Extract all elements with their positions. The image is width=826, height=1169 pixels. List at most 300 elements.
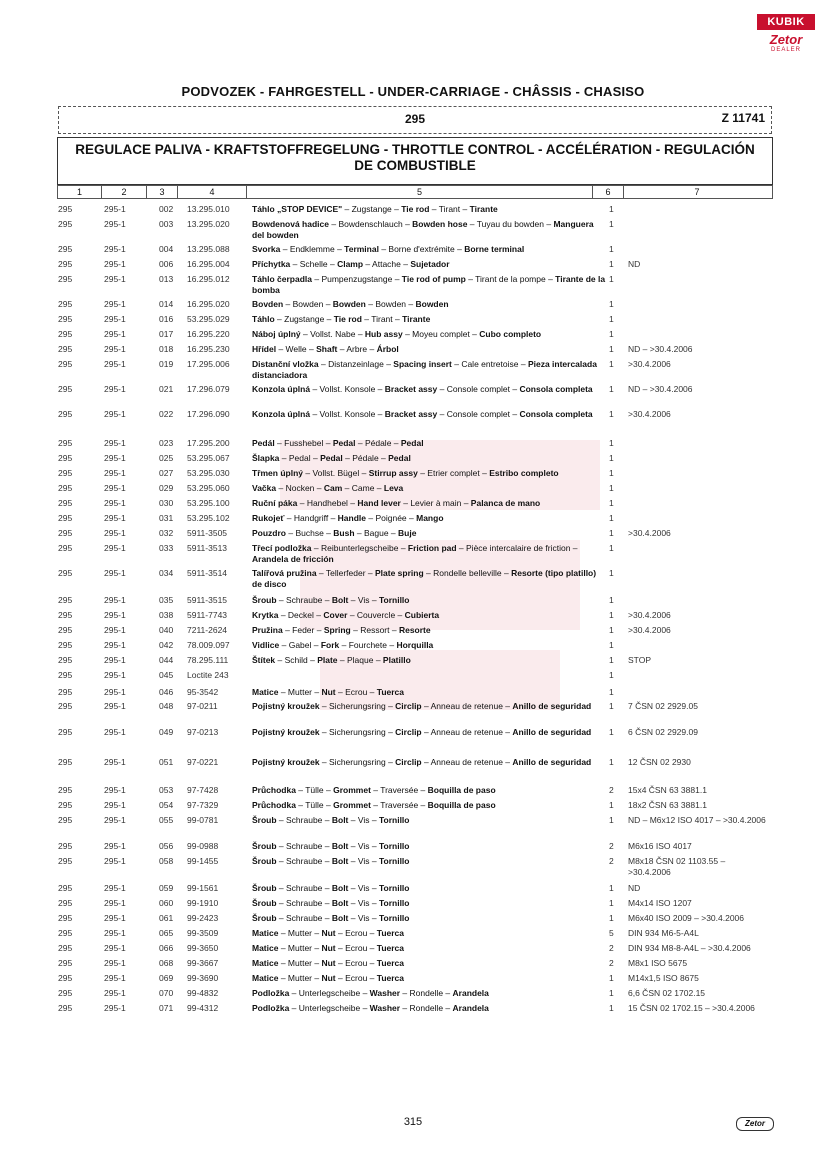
row-part-number: 53.295.067 xyxy=(187,453,230,463)
row-position: 013 xyxy=(159,274,174,284)
row-group: 295 xyxy=(58,958,73,968)
row-description: Matice – Mutter – Nut – Ecrou – Tuerca xyxy=(252,958,405,968)
row-position: 004 xyxy=(159,244,174,254)
row-remark: M4x14 ISO 1207 xyxy=(628,898,692,908)
row-part-number: 99-0781 xyxy=(187,815,219,825)
row-quantity: 1 xyxy=(609,244,614,254)
row-part-number: 16.295.220 xyxy=(187,329,230,339)
row-description: Náboj úplný – Vollst. Nabe – Hub assy – Moyeu complet – Cubo completo xyxy=(252,329,542,339)
row-position: 071 xyxy=(159,1003,174,1013)
row-quantity: 2 xyxy=(609,856,614,866)
row-quantity: 1 xyxy=(609,595,614,605)
row-quantity: 2 xyxy=(609,943,614,953)
column-header: 2 xyxy=(102,186,147,198)
row-subgroup: 295-1 xyxy=(104,727,126,737)
row-subgroup: 295-1 xyxy=(104,359,126,369)
row-description: Rukojeť – Handgriff – Handle – Poignée – Mango xyxy=(252,513,444,523)
column-header: 7 xyxy=(694,187,700,197)
row-part-number: 99-3509 xyxy=(187,928,219,938)
row-quantity: 1 xyxy=(609,610,614,620)
row-description: Bovden – Bowden – Bowden – Bowden – Bowden xyxy=(252,299,449,309)
row-remark: ND – >30.4.2006 xyxy=(628,384,693,394)
row-position: 068 xyxy=(159,958,174,968)
row-group: 295 xyxy=(58,687,73,697)
table-row xyxy=(58,498,770,513)
row-group: 295 xyxy=(58,438,73,448)
row-position: 044 xyxy=(159,655,174,665)
row-subgroup: 295-1 xyxy=(104,928,126,938)
row-position: 014 xyxy=(159,299,174,309)
row-group: 295 xyxy=(58,384,73,394)
row-remark: 18x2 ČSN 63 3881.1 xyxy=(628,800,707,810)
table-row xyxy=(58,640,770,655)
row-part-number: 95-3542 xyxy=(187,687,219,697)
parts-table xyxy=(58,204,770,1018)
row-group: 295 xyxy=(58,841,73,851)
row-group: 295 xyxy=(58,219,73,229)
row-quantity: 1 xyxy=(609,359,614,369)
row-description: Příchytka – Schelle – Clamp – Attache – Sujetador xyxy=(252,259,450,269)
table-row xyxy=(58,928,770,943)
row-part-number: 99-3667 xyxy=(187,958,219,968)
row-subgroup: 295-1 xyxy=(104,438,126,448)
row-group: 295 xyxy=(58,595,73,605)
row-part-number: 5911-3514 xyxy=(187,568,228,578)
row-quantity: 1 xyxy=(609,329,614,339)
row-description: Hřídel – Welle – Shaft – Arbre – Árbol xyxy=(252,344,399,354)
table-row xyxy=(58,898,770,913)
row-remark: >30.4.2006 xyxy=(628,409,671,419)
row-group: 295 xyxy=(58,528,73,538)
row-position: 070 xyxy=(159,988,174,998)
row-subgroup: 295-1 xyxy=(104,655,126,665)
row-subgroup: 295-1 xyxy=(104,610,126,620)
row-remark: ND – >30.4.2006 xyxy=(628,344,693,354)
row-position: 045 xyxy=(159,670,174,680)
table-row xyxy=(58,438,770,453)
row-description: Šroub – Schraube – Bolt – Vis – Tornillo xyxy=(252,883,410,893)
row-subgroup: 295-1 xyxy=(104,259,126,269)
row-part-number: 17.295.006 xyxy=(187,359,230,369)
row-part-number: 16.295.012 xyxy=(187,274,230,284)
row-remark: >30.4.2006 xyxy=(628,359,671,369)
row-group: 295 xyxy=(58,640,73,650)
row-position: 054 xyxy=(159,800,174,810)
column-header: 5 xyxy=(247,186,593,198)
table-row xyxy=(58,568,770,595)
column-header: 6 xyxy=(593,186,624,198)
row-remark: ND xyxy=(628,259,641,269)
row-subgroup: 295-1 xyxy=(104,883,126,893)
row-group: 295 xyxy=(58,757,73,767)
row-remark: DIN 934 M6-5-A4L xyxy=(628,928,699,938)
row-group: 295 xyxy=(58,856,73,866)
table-row xyxy=(58,219,770,244)
row-position: 046 xyxy=(159,687,174,697)
row-description: Šlapka – Pedal – Pedal – Pédale – Pedal xyxy=(252,453,411,463)
row-quantity: 1 xyxy=(609,384,614,394)
row-part-number: Loctite 243 xyxy=(187,670,229,680)
row-quantity: 1 xyxy=(609,528,614,538)
row-description: Šroub – Schraube – Bolt – Vis – Tornillo xyxy=(252,856,410,866)
column-header: 1 xyxy=(58,186,102,198)
row-part-number: 5911-7743 xyxy=(187,610,228,620)
row-description: Distanční vložka – Distanzeinlage – Spacing insert – Cale entretoise – Pieza intercalada distanciadora xyxy=(252,359,597,380)
section-header xyxy=(57,137,773,185)
table-row xyxy=(58,329,770,344)
row-remark: 7 ČSN 02 2929.05 xyxy=(628,701,698,711)
row-subgroup: 295-1 xyxy=(104,687,126,697)
row-description: Pojistný kroužek – Sicherungsring – Circlip – Anneau de retenue – Anillo de seguridad xyxy=(252,701,592,711)
row-group: 295 xyxy=(58,800,73,810)
row-subgroup: 295-1 xyxy=(104,409,126,419)
row-part-number: 97-7329 xyxy=(187,800,219,810)
row-remark: 6,6 ČSN 02 1702.15 xyxy=(628,988,706,998)
row-group: 295 xyxy=(58,329,73,339)
row-quantity: 1 xyxy=(609,670,614,680)
row-part-number: 17.296.079 xyxy=(187,384,230,394)
page-title: PODVOZEK - FAHRGESTELL - UNDER-CARRIAGE - CHÂSSIS - CHASISO xyxy=(181,84,645,99)
row-description: Průchodka – Tülle – Grommet – Traversée – Boquilla de paso xyxy=(252,800,496,810)
table-row xyxy=(58,595,770,610)
row-remark: DIN 934 M8-8-A4L – >30.4.2006 xyxy=(628,943,751,953)
zetor-footer-logo: Zetor xyxy=(736,1117,774,1131)
table-row xyxy=(58,528,770,543)
row-group: 295 xyxy=(58,943,73,953)
row-group: 295 xyxy=(58,727,73,737)
row-group: 295 xyxy=(58,204,73,214)
row-subgroup: 295-1 xyxy=(104,757,126,767)
row-subgroup: 295-1 xyxy=(104,785,126,795)
table-row xyxy=(58,513,770,528)
row-group: 295 xyxy=(58,274,73,284)
row-part-number: 99-4832 xyxy=(187,988,219,998)
row-remark: 6 ČSN 02 2929.09 xyxy=(628,727,698,737)
row-quantity: 1 xyxy=(609,438,614,448)
row-part-number: 97-7428 xyxy=(187,785,219,795)
row-part-number: 78.009.097 xyxy=(187,640,230,650)
table-row xyxy=(58,701,770,727)
row-description: Pružina – Feder – Spring – Ressort – Resorte xyxy=(252,625,431,635)
section-title-line1: REGULACE PALIVA - KRAFTSTOFFREGELUNG - THROTTLE CONTROL - ACCÉLÉRATION - REGULACIÓN xyxy=(75,142,755,157)
row-group: 295 xyxy=(58,359,73,369)
column-header: 3 xyxy=(147,186,178,198)
row-subgroup: 295-1 xyxy=(104,800,126,810)
row-subgroup: 295-1 xyxy=(104,468,126,478)
row-quantity: 2 xyxy=(609,958,614,968)
row-position: 016 xyxy=(159,314,174,324)
row-part-number: 99-2423 xyxy=(187,913,219,923)
row-description: Krytka – Deckel – Cover – Couvercle – Cubierta xyxy=(252,610,440,620)
row-part-number: 78.295.111 xyxy=(187,655,229,665)
row-description: Pojistný kroužek – Sicherungsring – Circlip – Anneau de retenue – Anillo de seguridad xyxy=(252,757,592,767)
row-position: 022 xyxy=(159,409,174,419)
table-row xyxy=(58,409,770,438)
row-quantity: 1 xyxy=(609,344,614,354)
row-part-number: 97-0211 xyxy=(187,701,218,711)
table-row xyxy=(58,800,770,815)
table-row xyxy=(58,468,770,483)
table-row xyxy=(58,314,770,329)
row-description: Průchodka – Tülle – Grommet – Traversée – Boquilla de paso xyxy=(252,785,496,795)
row-position: 029 xyxy=(159,483,174,493)
row-part-number: 53.295.060 xyxy=(187,483,230,493)
row-subgroup: 295-1 xyxy=(104,815,126,825)
row-group: 295 xyxy=(58,610,73,620)
row-subgroup: 295-1 xyxy=(104,204,126,214)
row-position: 025 xyxy=(159,453,174,463)
row-description: Táhlo čerpadla – Pumpenzugstange – Tie rod of pump – Tirant de la pompe – Tirante de la bomba xyxy=(252,274,606,295)
row-quantity: 1 xyxy=(609,701,614,711)
row-quantity: 1 xyxy=(609,568,614,578)
row-subgroup: 295-1 xyxy=(104,344,126,354)
row-description: Podložka – Unterlegscheibe – Washer – Rondelle – Arandela xyxy=(252,1003,489,1013)
row-description: Vačka – Nocken – Cam – Came – Leva xyxy=(252,483,404,493)
row-description: Pojistný kroužek – Sicherungsring – Circlip – Anneau de retenue – Anillo de seguridad xyxy=(252,727,592,737)
row-description: Pedál – Fusshebel – Pedal – Pédale – Pedal xyxy=(252,438,424,448)
row-quantity: 2 xyxy=(609,841,614,851)
row-subgroup: 295-1 xyxy=(104,568,126,578)
table-row xyxy=(58,274,770,299)
row-quantity: 1 xyxy=(609,483,614,493)
row-position: 051 xyxy=(159,757,174,767)
row-description: Konzola úplná – Vollst. Konsole – Bracket assy – Console complet – Consola completa xyxy=(252,384,593,394)
row-description: Třmen úplný – Vollst. Bügel – Stirrup assy – Etrier complet – Estribo completo xyxy=(252,468,559,478)
row-group: 295 xyxy=(58,988,73,998)
row-description: Šroub – Schraube – Bolt – Vis – Tornillo xyxy=(252,595,410,605)
table-row xyxy=(58,625,770,640)
table-row xyxy=(58,757,770,785)
table-row xyxy=(58,244,770,259)
row-position: 042 xyxy=(159,640,174,650)
row-position: 032 xyxy=(159,528,174,538)
row-quantity: 1 xyxy=(609,913,614,923)
row-description: Šroub – Schraube – Bolt – Vis – Tornillo xyxy=(252,913,410,923)
table-row xyxy=(58,453,770,468)
row-subgroup: 295-1 xyxy=(104,329,126,339)
table-row xyxy=(58,913,770,928)
table-row xyxy=(58,727,770,757)
row-quantity: 1 xyxy=(609,1003,614,1013)
row-description: Matice – Mutter – Nut – Ecrou – Tuerca xyxy=(252,973,405,983)
row-subgroup: 295-1 xyxy=(104,453,126,463)
row-part-number: 99-3650 xyxy=(187,943,219,953)
row-quantity: 1 xyxy=(609,543,614,553)
table-row xyxy=(58,687,770,701)
row-part-number: 5911-3515 xyxy=(187,595,228,605)
row-remark: >30.4.2006 xyxy=(628,610,671,620)
row-part-number: 17.295.200 xyxy=(187,438,230,448)
row-position: 033 xyxy=(159,543,174,553)
row-position: 006 xyxy=(159,259,174,269)
row-quantity: 1 xyxy=(609,625,614,635)
row-group: 295 xyxy=(58,655,73,665)
row-position: 049 xyxy=(159,727,174,737)
row-position: 059 xyxy=(159,883,174,893)
row-position: 023 xyxy=(159,438,174,448)
row-group: 295 xyxy=(58,883,73,893)
row-group: 295 xyxy=(58,513,73,523)
row-position: 040 xyxy=(159,625,174,635)
table-row xyxy=(58,856,770,883)
row-quantity: 1 xyxy=(609,757,614,767)
row-remark: M6x40 ISO 2009 – >30.4.2006 xyxy=(628,913,745,923)
table-row xyxy=(58,1003,770,1018)
row-remark: 15x4 ČSN 63 3881.1 xyxy=(628,785,707,795)
row-group: 295 xyxy=(58,670,73,680)
row-subgroup: 295-1 xyxy=(104,513,126,523)
row-position: 060 xyxy=(159,898,174,908)
row-group: 295 xyxy=(58,1003,73,1013)
row-quantity: 1 xyxy=(609,219,614,229)
row-subgroup: 295-1 xyxy=(104,958,126,968)
row-subgroup: 295-1 xyxy=(104,913,126,923)
row-subgroup: 295-1 xyxy=(104,543,126,553)
row-description: Táhlo – Zugstange – Tie rod – Tirant – Tirante xyxy=(252,314,431,324)
row-group: 295 xyxy=(58,468,73,478)
row-description: Táhlo „STOP DEVICE" – Zugstange – Tie rod – Tirant – Tirante xyxy=(252,204,498,214)
row-part-number: 53.295.102 xyxy=(187,513,230,523)
row-subgroup: 295-1 xyxy=(104,244,126,254)
table-row xyxy=(58,299,770,314)
zetor-logo-text: Zetor xyxy=(769,32,803,47)
row-part-number: 97-0221 xyxy=(187,757,219,767)
table-row xyxy=(58,958,770,973)
group-number: 295 xyxy=(404,112,426,126)
row-part-number: 17.296.090 xyxy=(187,409,230,419)
table-row xyxy=(58,785,770,800)
row-part-number: 16.295.004 xyxy=(187,259,230,269)
row-part-number: 53.295.100 xyxy=(187,498,230,508)
row-quantity: 1 xyxy=(609,687,614,697)
row-description: Bowdenová hadice – Bowdenschlauch – Bowden hose – Tuyau du bowden – Manguera del bowden xyxy=(252,219,594,240)
row-position: 035 xyxy=(159,595,174,605)
row-group: 295 xyxy=(58,701,73,711)
row-description: Matice – Mutter – Nut – Ecrou – Tuerca xyxy=(252,928,405,938)
table-row xyxy=(58,384,770,409)
row-position: 027 xyxy=(159,468,174,478)
row-remark: M6x16 ISO 4017 xyxy=(628,841,692,851)
row-quantity: 1 xyxy=(609,800,614,810)
row-remark: 15 ČSN 02 1702.15 – >30.4.2006 xyxy=(628,1003,755,1013)
row-quantity: 1 xyxy=(609,727,614,737)
row-quantity: 1 xyxy=(609,259,614,269)
row-description: Třecí podložka – Reibunterlegscheibe – Friction pad – Pièce intercalaire de friction – Arandela de fricción xyxy=(252,543,578,564)
row-subgroup: 295-1 xyxy=(104,384,126,394)
row-description: Podložka – Unterlegscheibe – Washer – Rondelle – Arandela xyxy=(252,988,489,998)
row-remark: ND xyxy=(628,883,641,893)
row-subgroup: 295-1 xyxy=(104,988,126,998)
row-part-number: 53.295.030 xyxy=(187,468,230,478)
row-part-number: 99-1455 xyxy=(187,856,219,866)
row-subgroup: 295-1 xyxy=(104,528,126,538)
row-remark: 12 ČSN 02 2930 xyxy=(628,757,691,767)
row-position: 048 xyxy=(159,701,174,711)
row-description: Vidlice – Gabel – Fork – Fourchete – Horquilla xyxy=(252,640,434,650)
table-row xyxy=(58,259,770,274)
table-row xyxy=(58,483,770,498)
page-number: 315 xyxy=(403,1116,423,1128)
row-description: Matice – Mutter – Nut – Ecrou – Tuerca xyxy=(252,687,405,697)
row-group: 295 xyxy=(58,973,73,983)
row-group: 295 xyxy=(58,568,73,578)
row-quantity: 2 xyxy=(609,785,614,795)
row-quantity: 1 xyxy=(609,898,614,908)
table-row xyxy=(58,988,770,1003)
kubik-logo-text: KUBIK xyxy=(757,14,815,30)
row-part-number: 13.295.088 xyxy=(187,244,230,254)
row-group: 295 xyxy=(58,244,73,254)
catalog-code: Z 11741 xyxy=(721,111,765,125)
row-position: 056 xyxy=(159,841,174,851)
row-subgroup: 295-1 xyxy=(104,274,126,284)
row-position: 066 xyxy=(159,943,174,953)
row-description: Šroub – Schraube – Bolt – Vis – Tornillo xyxy=(252,841,410,851)
row-position: 053 xyxy=(159,785,174,795)
row-subgroup: 295-1 xyxy=(104,483,126,493)
table-row xyxy=(58,883,770,898)
row-quantity: 1 xyxy=(609,513,614,523)
row-remark: >30.4.2006 xyxy=(628,528,671,538)
column-header-row xyxy=(57,185,773,199)
row-group: 295 xyxy=(58,259,73,269)
row-quantity: 1 xyxy=(609,815,614,825)
row-quantity: 1 xyxy=(609,409,614,419)
row-quantity: 1 xyxy=(609,453,614,463)
row-position: 061 xyxy=(159,913,174,923)
row-description: Talířová pružina – Tellerfeder – Plate spring – Rondelle belleville – Resorte (tipo platillo) de disco xyxy=(252,568,597,589)
table-row xyxy=(58,344,770,359)
row-subgroup: 295-1 xyxy=(104,670,126,680)
row-part-number: 13.295.020 xyxy=(187,219,230,229)
row-part-number: 13.295.010 xyxy=(187,204,230,214)
section-title-line2: DE COMBUSTIBLE xyxy=(354,158,476,173)
row-group: 295 xyxy=(58,483,73,493)
row-subgroup: 295-1 xyxy=(104,625,126,635)
table-row xyxy=(58,815,770,841)
row-part-number: 53.295.029 xyxy=(187,314,230,324)
row-quantity: 5 xyxy=(609,928,614,938)
row-part-number: 16.295.230 xyxy=(187,344,230,354)
row-quantity: 1 xyxy=(609,655,614,665)
row-position: 069 xyxy=(159,973,174,983)
row-description: Štítek – Schild – Plate – Plaque – Platillo xyxy=(252,655,411,665)
row-group: 295 xyxy=(58,314,73,324)
row-group: 295 xyxy=(58,453,73,463)
row-subgroup: 295-1 xyxy=(104,898,126,908)
row-group: 295 xyxy=(58,913,73,923)
row-part-number: 5911-3513 xyxy=(187,543,228,553)
column-header: 4 xyxy=(178,186,247,198)
row-description: Šroub – Schraube – Bolt – Vis – Tornillo xyxy=(252,815,410,825)
row-subgroup: 295-1 xyxy=(104,640,126,650)
row-description: Konzola úplná – Vollst. Konsole – Bracket assy – Console complet – Consola completa xyxy=(252,409,593,419)
table-row xyxy=(58,841,770,856)
table-row xyxy=(58,543,770,568)
row-subgroup: 295-1 xyxy=(104,973,126,983)
row-part-number: 97-0213 xyxy=(187,727,219,737)
row-quantity: 1 xyxy=(609,973,614,983)
row-group: 295 xyxy=(58,409,73,419)
row-subgroup: 295-1 xyxy=(104,701,126,711)
row-subgroup: 295-1 xyxy=(104,841,126,851)
row-description: Pouzdro – Buchse – Bush – Bague – Buje xyxy=(252,528,417,538)
row-position: 030 xyxy=(159,498,174,508)
table-row xyxy=(58,204,770,219)
row-group: 295 xyxy=(58,928,73,938)
row-part-number: 7211-2624 xyxy=(187,625,228,635)
row-part-number: 99-4312 xyxy=(187,1003,219,1013)
